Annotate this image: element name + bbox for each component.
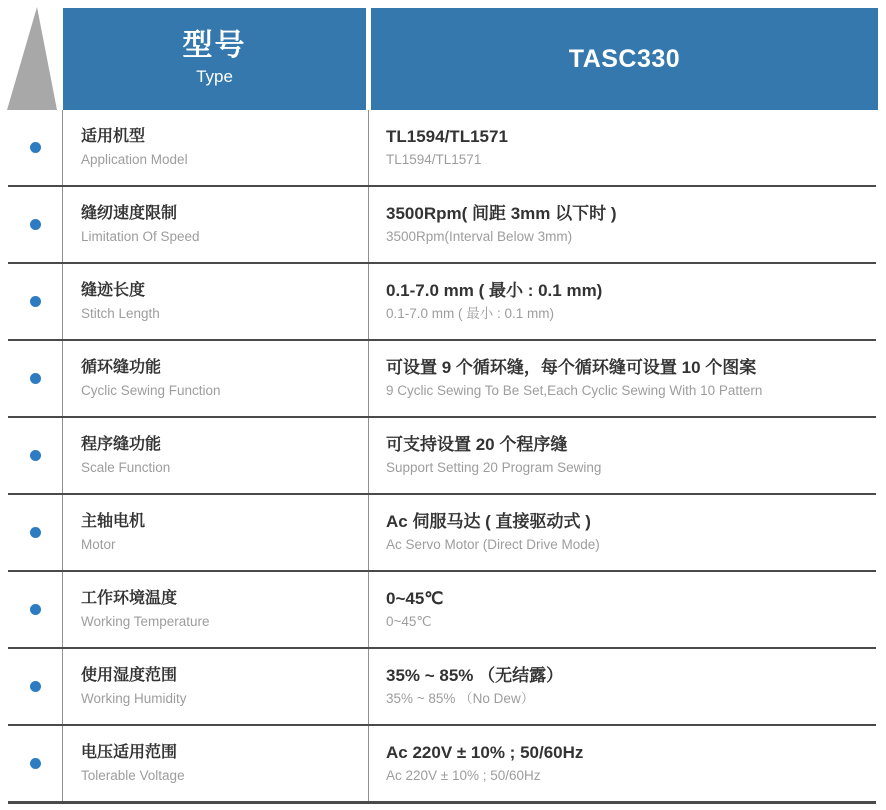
table-row [8,572,876,649]
spec-value-zh: 0~45℃ [386,589,444,608]
spec-label-zh: 缝迹长度 [81,282,146,299]
table-row [8,649,876,726]
spec-value-cell [368,187,876,262]
bullet-cell [8,418,62,493]
spec-value-cell [368,495,876,570]
bullet-cell [8,187,62,262]
spec-value-zh: 可设置 9 个循环缝，每个循环缝可设置 10 个图案 [386,358,757,377]
table-row [8,187,876,264]
spec-value-zh: Ac 伺服马达 ( 直接驱动式 ) [386,512,591,531]
table-header [63,8,878,110]
header-type-label-zh: 型号 [182,29,247,62]
spec-label-zh: 缝纫速度限制 [81,205,178,222]
spec-label-cell [62,341,368,416]
spec-value-cell [368,649,876,724]
spec-value-cell [368,418,876,493]
bullet-cell [8,110,62,185]
spec-value-zh: 3500Rpm( 间距 3mm 以下时 ) [386,204,617,223]
spec-label-cell [62,649,368,724]
spec-label-en: Tolerable Voltage [81,768,185,783]
spec-label-cell [62,726,368,801]
spec-value-en: 9 Cyclic Sewing To Be Set,Each Cyclic Sewing With 10 Pattern [386,383,763,398]
corner-triangle-decoration [7,7,57,110]
table-row [8,726,876,804]
spec-label-cell [62,572,368,647]
spec-value-cell [368,264,876,339]
spec-label-cell [62,264,368,339]
spec-value-zh: Ac 220V ± 10% ; 50/60Hz [386,743,584,762]
spec-label-en: Stitch Length [81,306,160,321]
spec-value-en: Ac Servo Motor (Direct Drive Mode) [386,537,600,552]
spec-value-en: 0.1-7.0 mm ( 最小 : 0.1 mm) [386,306,555,321]
spec-value-en: 3500Rpm(Interval Below 3mm) [386,229,573,244]
spec-value-en: 35% ~ 85% （No Dew） [386,691,535,706]
bullet-cell [8,264,62,339]
table-row [8,418,876,495]
spec-value-en: 0~45℃ [386,614,432,629]
spec-label-cell [62,418,368,493]
spec-label-zh: 程序缝功能 [81,436,162,453]
bullet-icon [30,681,41,692]
spec-value-en: Support Setting 20 Program Sewing [386,460,602,475]
table-row [8,264,876,341]
header-model-cell [371,8,878,110]
bullet-icon [30,527,41,538]
spec-label-en: Cyclic Sewing Function [81,383,221,398]
table-row [8,110,876,187]
header-type-cell [63,8,366,110]
spec-value-cell [368,572,876,647]
spec-label-en: Application Model [81,152,188,167]
spec-value-cell [368,341,876,416]
table-row [8,341,876,418]
bullet-icon [30,142,41,153]
spec-label-cell [62,110,368,185]
bullet-icon [30,296,41,307]
table-row [8,495,876,572]
spec-value-cell [368,726,876,801]
spec-label-zh: 循环缝功能 [81,359,162,376]
spec-value-en: TL1594/TL1571 [386,152,482,167]
bullet-icon [30,373,41,384]
spec-value-zh: TL1594/TL1571 [386,127,508,146]
spec-label-zh: 电压适用范围 [81,744,178,761]
spec-table-body [8,110,876,804]
spec-label-en: Working Humidity [81,691,187,706]
spec-label-cell [62,495,368,570]
spec-label-zh: 使用湿度范围 [81,667,178,684]
spec-value-zh: 35% ~ 85% （无结露） [386,666,564,685]
bullet-cell [8,726,62,801]
spec-label-cell [62,187,368,262]
bullet-cell [8,495,62,570]
spec-label-en: Limitation Of Speed [81,229,200,244]
spec-label-en: Scale Function [81,460,171,475]
spec-value-zh: 可支持设置 20 个程序缝 [386,435,568,454]
spec-label-zh: 工作环境温度 [81,590,178,607]
spec-label-zh: 主轴电机 [81,513,146,530]
spec-value-en: Ac 220V ± 10% ; 50/60Hz [386,768,541,783]
header-type-label-en: Type [196,67,233,86]
bullet-icon [30,219,41,230]
bullet-cell [8,649,62,724]
spec-label-en: Working Temperature [81,614,210,629]
bullet-cell [8,341,62,416]
bullet-icon [30,604,41,615]
bullet-icon [30,758,41,769]
spec-value-cell [368,110,876,185]
spec-label-zh: 适用机型 [81,128,146,145]
spec-label-en: Motor [81,537,116,552]
header-model-name: TASC330 [568,44,681,73]
spec-value-zh: 0.1-7.0 mm ( 最小 : 0.1 mm) [386,281,603,300]
bullet-icon [30,450,41,461]
bullet-cell [8,572,62,647]
